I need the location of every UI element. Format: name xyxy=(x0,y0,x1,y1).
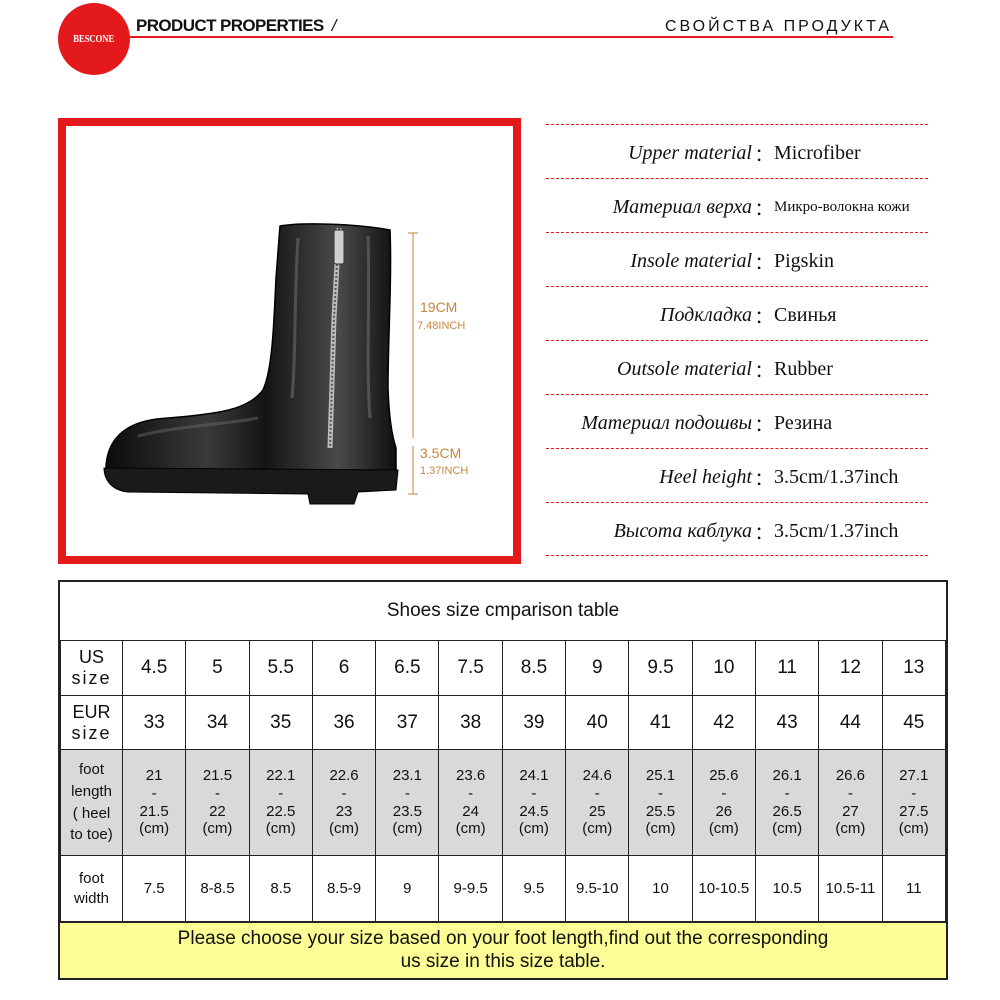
foot-length-dash: - xyxy=(721,784,727,802)
eur-size-cell: 42 xyxy=(692,696,755,750)
us-size-cell: 11 xyxy=(755,641,818,696)
size-advice-line2: us size in this size table. xyxy=(400,950,606,972)
property-divider xyxy=(546,124,928,125)
us-size-cell: 8.5 xyxy=(502,641,565,696)
size-grid xyxy=(60,640,946,922)
property-colon: ： xyxy=(754,411,777,437)
foot-width-cell: 10.5 xyxy=(755,856,818,922)
foot-length-from: 25.1 xyxy=(645,767,676,785)
foot-length-unit: (cm) xyxy=(898,820,929,838)
foot-length-cell xyxy=(566,750,629,856)
property-divider xyxy=(546,555,928,556)
foot-width-cell: 11 xyxy=(882,856,945,922)
foot-width-cell: 8.5 xyxy=(249,856,312,922)
property-colon: ： xyxy=(754,195,777,221)
foot-length-header xyxy=(61,750,123,856)
property-value: Микро-волокна кожи xyxy=(774,198,910,215)
property-divider xyxy=(546,448,928,449)
foot-width-row xyxy=(61,856,946,922)
foot-length-cell xyxy=(123,750,186,856)
foot-length-unit: (cm) xyxy=(329,820,360,838)
property-value: Microfiber xyxy=(774,141,861,164)
eur-size-cell: 33 xyxy=(123,696,186,750)
foot-length-to: 26.5 xyxy=(772,802,802,820)
eur-size-cell: 37 xyxy=(376,696,439,750)
foot-length-from: 24.6 xyxy=(582,767,612,785)
size-comparison-table xyxy=(58,580,948,980)
header-separator: / xyxy=(331,16,336,35)
foot-length-cell xyxy=(312,750,375,856)
us-size-header-line1: US xyxy=(78,647,104,668)
foot-length-to: 27.5 xyxy=(899,802,929,820)
shaft-height-cm: 19CM xyxy=(420,299,458,315)
foot-length-unit: (cm) xyxy=(582,820,613,838)
header-divider xyxy=(123,36,893,38)
foot-width-cell: 9.5 xyxy=(502,856,565,922)
header-title-en-text: PRODUCT PROPERTIES xyxy=(136,16,324,35)
header-title-ru: СВОЙСТВА ПРОДУКТА xyxy=(664,18,892,35)
property-value: 3.5cm/1.37inch xyxy=(774,465,899,488)
eur-size-cell: 36 xyxy=(312,696,375,750)
foot-width-cell: 9.5-10 xyxy=(566,856,629,922)
foot-width-header-line2: width xyxy=(73,889,110,907)
foot-length-from: 23.6 xyxy=(456,767,486,785)
foot-length-cell xyxy=(376,750,439,856)
eur-size-header-line2: size xyxy=(71,722,112,743)
foot-length-cell xyxy=(502,750,565,856)
foot-width-cell: 8-8.5 xyxy=(186,856,249,922)
foot-length-from: 21 xyxy=(145,767,163,785)
foot-length-to: 23.5 xyxy=(392,802,422,820)
foot-width-header xyxy=(61,856,123,922)
header-title-en xyxy=(136,16,336,36)
us-size-cell: 9.5 xyxy=(629,641,692,696)
foot-length-row xyxy=(61,750,946,856)
eur-size-cell: 44 xyxy=(819,696,882,750)
foot-length-unit: (cm) xyxy=(265,820,296,838)
foot-length-cell xyxy=(186,750,249,856)
property-row xyxy=(546,396,928,450)
eur-size-cell: 40 xyxy=(566,696,629,750)
foot-length-header-line1: foot xyxy=(78,761,105,778)
foot-length-cell xyxy=(629,750,692,856)
property-label: Высота каблука xyxy=(613,519,752,542)
eur-size-row xyxy=(61,696,946,750)
foot-length-from: 26.1 xyxy=(772,767,802,785)
property-label: Материал верха xyxy=(612,195,752,218)
property-value: Rubber xyxy=(774,357,833,380)
foot-length-to: 22 xyxy=(209,802,226,820)
foot-width-cell: 9-9.5 xyxy=(439,856,502,922)
foot-width-cell: 9 xyxy=(376,856,439,922)
foot-length-dash: - xyxy=(214,784,220,802)
property-label: Upper material xyxy=(628,141,752,164)
us-size-cell: 9 xyxy=(566,641,629,696)
property-value: 3.5cm/1.37inch xyxy=(774,519,899,542)
property-divider xyxy=(546,232,928,233)
size-advice-note xyxy=(60,922,946,978)
property-divider xyxy=(546,502,928,503)
foot-length-to: 27 xyxy=(842,802,859,820)
foot-length-to: 25 xyxy=(588,802,606,820)
foot-length-unit: (cm) xyxy=(392,820,423,838)
us-size-cell: 5.5 xyxy=(249,641,312,696)
property-value: Pigskin xyxy=(774,249,835,272)
eur-size-header-line1: EUR xyxy=(72,701,111,722)
foot-length-header-line2: length xyxy=(71,782,112,800)
property-divider xyxy=(546,178,928,179)
size-table-title: Shoes size cmparison table xyxy=(386,600,620,621)
foot-length-cell xyxy=(692,750,755,856)
foot-length-from: 25.6 xyxy=(709,767,739,785)
property-colon: ： xyxy=(754,303,777,329)
property-row xyxy=(546,288,928,342)
foot-width-cell: 8.5-9 xyxy=(312,856,375,922)
foot-length-header-line4: to toe) xyxy=(70,826,113,844)
foot-length-dash: - xyxy=(468,784,474,802)
foot-length-to: 22.5 xyxy=(266,802,296,820)
foot-length-cell xyxy=(439,750,502,856)
us-size-cell: 5 xyxy=(186,641,249,696)
eur-size-cell: 39 xyxy=(502,696,565,750)
foot-length-dash: - xyxy=(404,784,410,802)
property-colon: ： xyxy=(754,519,777,545)
heel-height-inch: 1.37INCH xyxy=(420,465,469,477)
property-row xyxy=(546,342,928,396)
foot-length-from: 26.6 xyxy=(835,767,866,785)
foot-length-unit: (cm) xyxy=(708,820,739,838)
foot-length-from: 22.1 xyxy=(266,767,296,785)
foot-length-unit: (cm) xyxy=(139,820,170,838)
eur-size-cell: 35 xyxy=(249,696,312,750)
us-size-row xyxy=(61,641,946,696)
foot-width-header-line1: foot xyxy=(78,870,105,887)
property-label: Heel height xyxy=(659,465,752,488)
property-value: Свинья xyxy=(774,303,837,326)
property-row xyxy=(546,234,928,288)
foot-width-cell: 7.5 xyxy=(123,856,186,922)
property-colon: ： xyxy=(754,249,777,275)
heel-height-cm: 3.5CM xyxy=(420,445,462,461)
foot-length-from: 21.5 xyxy=(202,767,233,785)
foot-length-dash: - xyxy=(658,784,664,802)
property-label: Outsole material xyxy=(617,357,752,380)
foot-length-to: 21.5 xyxy=(139,802,169,820)
us-size-header-line2: size xyxy=(71,668,112,688)
property-list xyxy=(546,124,928,556)
foot-length-to: 26 xyxy=(715,802,733,820)
foot-length-cell xyxy=(249,750,312,856)
foot-length-unit: (cm) xyxy=(202,820,233,838)
property-divider xyxy=(546,340,928,341)
eur-size-header xyxy=(61,696,123,750)
eur-size-cell: 41 xyxy=(629,696,692,750)
foot-length-to: 23 xyxy=(335,802,353,820)
foot-width-cell: 10.5-11 xyxy=(819,856,882,922)
property-colon: ： xyxy=(754,141,777,167)
foot-length-unit: (cm) xyxy=(455,820,486,838)
size-advice-line1: Please choose your size based on your foot length,find out the corresponding xyxy=(177,927,829,949)
foot-length-to: 24.5 xyxy=(519,802,549,820)
foot-length-from: 22.6 xyxy=(329,767,359,785)
foot-length-to: 24 xyxy=(462,802,479,820)
us-size-cell: 6 xyxy=(312,641,375,696)
brand-logo-text: BESCONE xyxy=(73,33,115,45)
foot-length-unit: (cm) xyxy=(835,820,866,838)
foot-length-to: 25.5 xyxy=(645,802,676,820)
foot-length-from: 23.1 xyxy=(392,767,422,785)
property-row xyxy=(546,450,928,504)
eur-size-cell: 43 xyxy=(755,696,818,750)
foot-length-unit: (cm) xyxy=(518,820,549,838)
property-label: Insole material xyxy=(630,249,752,272)
foot-length-dash: - xyxy=(151,784,157,802)
eur-size-cell: 38 xyxy=(439,696,502,750)
us-size-cell: 10 xyxy=(692,641,755,696)
foot-length-dash: - xyxy=(341,784,347,802)
property-row xyxy=(546,180,928,234)
foot-length-dash: - xyxy=(594,784,600,802)
us-size-header xyxy=(61,641,123,696)
foot-length-dash: - xyxy=(278,784,284,802)
eur-size-cell: 34 xyxy=(186,696,249,750)
foot-length-from: 27.1 xyxy=(899,767,929,785)
property-colon: ： xyxy=(754,465,777,491)
foot-length-dash: - xyxy=(911,784,917,802)
brand-logo xyxy=(58,3,130,75)
property-label: Подкладка xyxy=(660,303,752,326)
us-size-cell: 13 xyxy=(882,641,945,696)
foot-length-header-line3: ( heel xyxy=(72,804,111,822)
property-label: Материал подошвы xyxy=(581,411,752,434)
us-size-cell: 4.5 xyxy=(123,641,186,696)
foot-width-cell: 10-10.5 xyxy=(692,856,755,922)
us-size-cell: 7.5 xyxy=(439,641,502,696)
property-value: Резина xyxy=(774,411,833,434)
property-divider xyxy=(546,394,928,395)
boot-image xyxy=(58,118,521,564)
eur-size-cell: 45 xyxy=(882,696,945,750)
foot-width-cell: 10 xyxy=(629,856,692,922)
foot-length-from: 24.1 xyxy=(519,767,549,785)
property-row xyxy=(546,504,928,558)
property-divider xyxy=(546,286,928,287)
foot-length-cell xyxy=(882,750,945,856)
us-size-cell: 6.5 xyxy=(376,641,439,696)
foot-length-dash: - xyxy=(531,784,537,802)
us-size-cell: 12 xyxy=(819,641,882,696)
foot-length-cell xyxy=(755,750,818,856)
foot-length-cell xyxy=(819,750,882,856)
foot-length-dash: - xyxy=(784,784,790,802)
foot-length-dash: - xyxy=(847,784,853,802)
property-row xyxy=(546,126,928,180)
foot-length-unit: (cm) xyxy=(772,820,803,838)
shaft-height-inch: 7.48INCH xyxy=(417,320,466,332)
foot-length-unit: (cm) xyxy=(645,820,676,838)
property-colon: ： xyxy=(754,357,777,383)
